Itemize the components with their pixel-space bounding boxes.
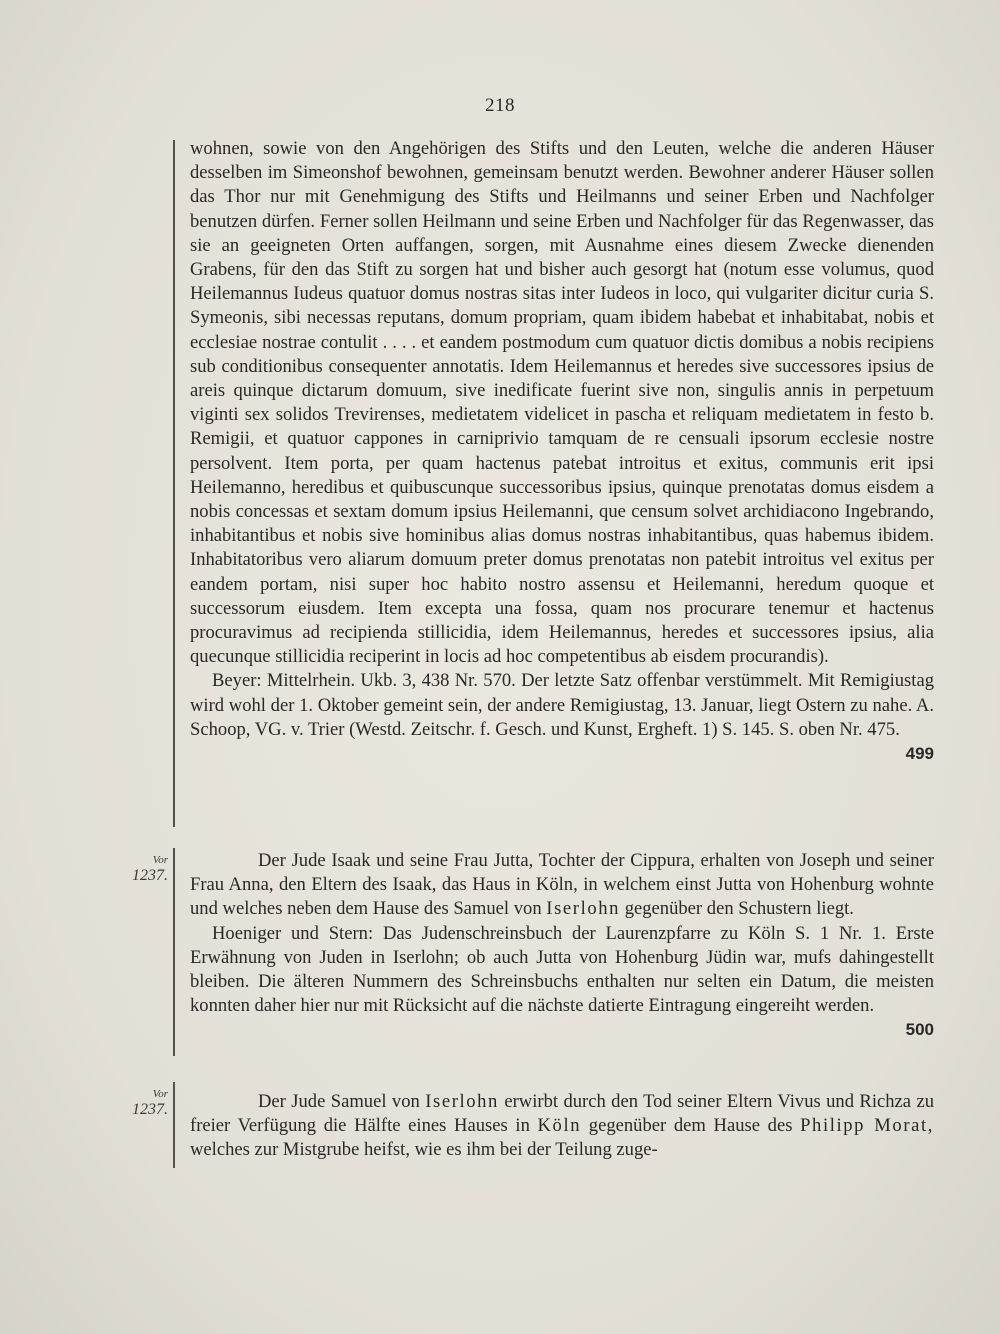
entry-500-text-a: Der Jude Isaak und seine Frau Jutta, Tochter der Cippura, erhalten von Joseph und seiner Frau Anna, den Eltern des Isaak, das Haus in Köln, in welchem einst Jutta von Hohenburg wohnte und welches neben dem Hause des Samuel von — [190, 850, 934, 920]
entry-500-source — [190, 922, 934, 1040]
entry-501-text-a: Der Jude Samuel von — [258, 1091, 420, 1112]
entry-501-text-c: gegenüber dem Hause des — [588, 1115, 793, 1137]
margin-rule — [173, 140, 175, 827]
entry-499-text: wohnen, sowie von den Angehörigen des Stifts und den Leuten, welche die anderen Häuser desselben im Simeonshof bewohnen, gemeinsam benutzt werden. Bewohner anderer Häuser sollen das Thor nur mit Genehmigung des Stifts und Heilmanns und seiner Erben und Nachfolger benutzen dürfen. Ferner sollen Heilmann und seine Erben und Nachfolger für das Regenwasser, das sie an geeigneten Orten auffangen, sorgen, mit Ausnahme eines diesem Zwecke dienenden Grabens, für den das Stift zu sorgen hat und bisher auch gesorgt hat (notum esse volumus, quod Heilemannus Iudeus quatuor domus nostras sitas inter Iudeos in loco, qui vulgariter dicitur curia S. Symeonis, sibi necessas reputans, domum propriam, quam ibidem habebat et inhabitabat, nobis et ecclesiae nostrae contulit . . . . et eandem postmodum cum quatuor dictis domibus a nobis recipiens sub conditionibus consequenter annotatis. Idem Heilemannus et heredes sive successores ipsius de areis quinque dictarum domuum, sive inedificate fuerint sive non, singulis annis in perpetuum viginti sex solidos Trevirenses, medietatem videlicet in pascha et reliquam medietatem in festo b. Remigii, et quatuor cappones in carniprivio tamquam de re censuali ipsorum ecclesie nostre persolvent. Item porta, per quam hactenus patebat introitus et exitus, communis erit ipsi Heilemanno, heredibus et quibuscunque successoribus ipsius, quinque prenotatas domus eisdem a nobis concessas et sextam domum ipsius Heilemanni, que censum solvet archidiacono Ingebrando, inhabitantibus et nobis sive hominibus alias domus nostras inhabitantibus, quas habemus ibidem. Inhabitatoribus vero aliarum domuum preter domus prenotatas non patebit introitus vel exitus per eandem portam, nisi super hoc habito nostro assensu et Heilemanni, heredum quoque et successorum eiusdem. Item excepta una fossa, quam nos procurare tenemur et hactenus procuravimus ad recipienda stillicidia, idem Heilemannus, heredes et successores ipsius, alia quecunque stillicidia reciperint in locis ad hoc competentibus ab eisdem procurandis). — [190, 138, 934, 668]
page-number: 218 — [485, 95, 515, 116]
date-vor: Vor — [152, 1088, 168, 1100]
date-year: 1237. — [132, 1101, 168, 1118]
entry-499-source-text: Beyer: Mittelrhein. Ukb. 3, 438 Nr. 570. Der letzte Satz offenbar verstümmelt. Mit Remigiustag wird wohl der 1. Oktober gemeint sein, der andere Remigiustag, 13. Januar, liegt Ostern zu nahe. A. Schoop, VG. v. Trier (Westd. Zeitschr. f. Gesch. und Kunst, Ergheft. 1) S. 145. S. oben Nr. 475. — [190, 670, 934, 740]
place-name: Köln — [537, 1115, 582, 1137]
entry-501 — [190, 1090, 934, 1163]
date-year: 1237. — [132, 867, 168, 884]
entry-501-text-b: erwirbt durch den Tod seiner Eltern Vivus und Richza zu freier Verfügung die Hälfte eines Hauses in — [190, 1091, 934, 1137]
margin-rule — [173, 1082, 175, 1168]
entry-500 — [190, 849, 934, 1043]
margin-rule — [173, 848, 175, 1056]
place-name: Iserlohn — [425, 1091, 499, 1112]
date-vor: Vor — [152, 854, 168, 866]
entry-500-text-b: gegenüber den Schustern liegt. — [624, 898, 854, 920]
entry-499 — [190, 137, 934, 766]
entry-500-source-text: Hoeniger und Stern: Das Judenschreinsbuch der Laurenzpfarre zu Köln S. 1 Nr. 1. Erste Erwähnung von Juden in Iserlohn; ob auch Jutta von Hohenburg Jüdin war, mufs dahingestellt bleiben. Die älteren Nummern des Schreinsbuchs enthalten nur selten ein Datum, die meisten konnten daher hier nur mit Rücksicht auf die nächste datierte Eintragung eingereiht werden. — [190, 922, 934, 1017]
entry-501-text-d: welches zur Mistgrube heifst, wie es ihm bei der Teilung zuge- — [190, 1139, 658, 1161]
place-name: Iserlohn — [546, 898, 621, 920]
entry-number: 499 — [905, 744, 934, 764]
margin-date — [112, 853, 168, 883]
person-name: Philipp Morat, — [800, 1115, 934, 1137]
entry-500-text — [190, 849, 934, 922]
entry-499-source — [190, 669, 934, 764]
entry-number: 500 — [905, 1020, 934, 1040]
entry-501-text — [190, 1090, 934, 1163]
margin-date — [112, 1087, 168, 1117]
